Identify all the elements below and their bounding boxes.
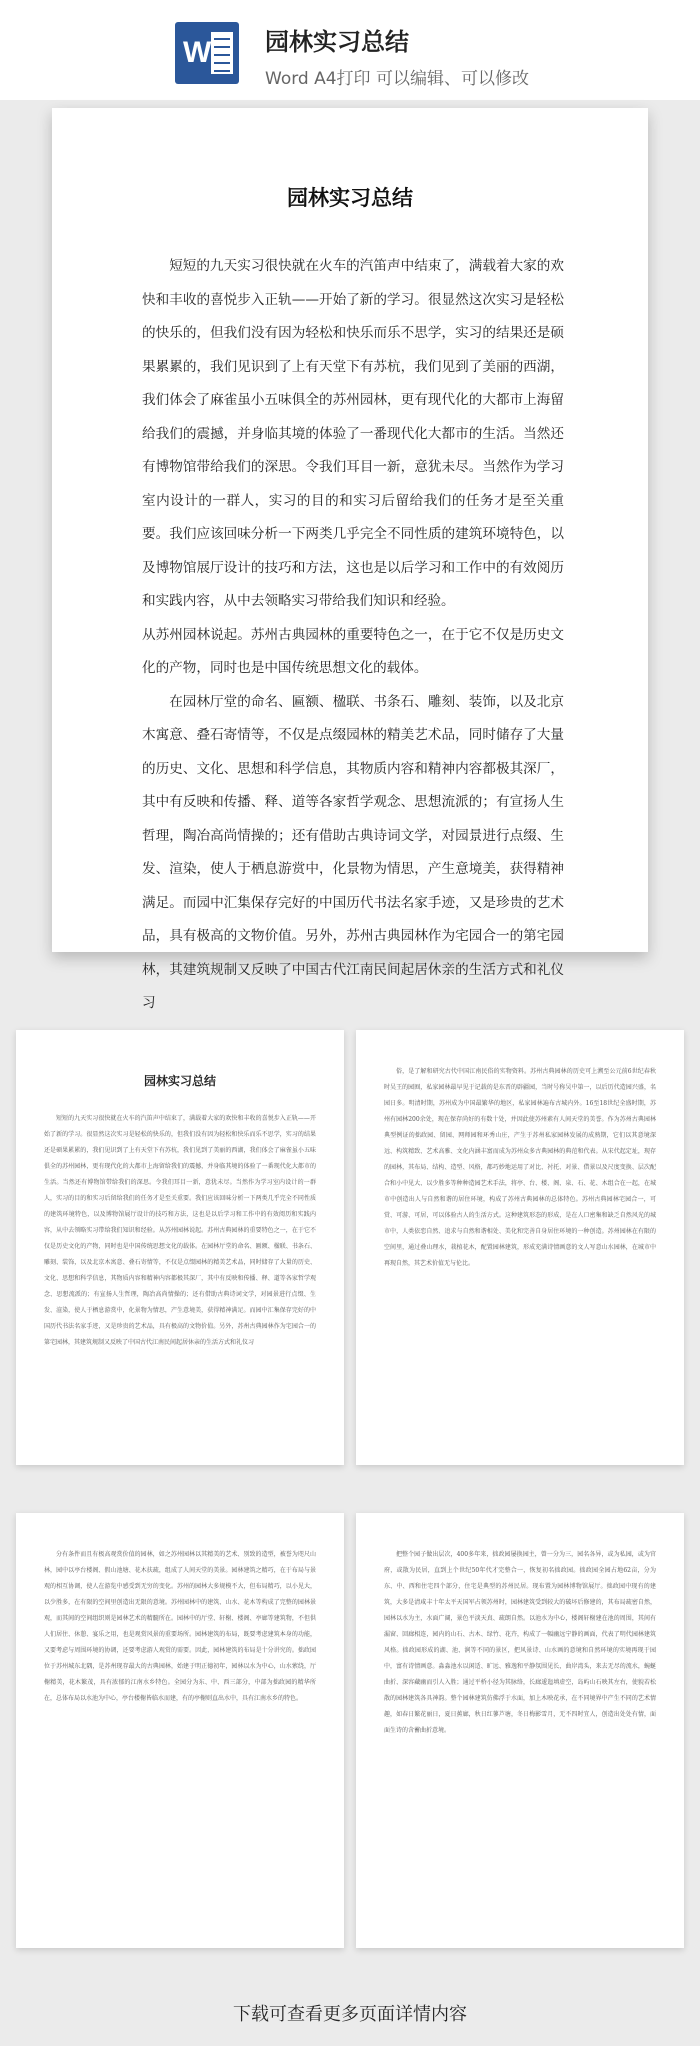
page-thumbnail-1[interactable] (16, 1030, 344, 1465)
word-icon: W (175, 22, 239, 84)
thumbnail-title: 园林实习总结 (143, 1074, 216, 1088)
header-bar (0, 0, 700, 100)
thumbnail-text: 短短的九天实习很快就在火车的汽笛声中结束了，满载着大家的欢快和丰收的喜悦步入正轨——开始了新的学习。很显然这次实习是轻松的快乐的，但我们没有因为轻松和快乐而乐不思学，实习的结果还是硕果累累的，我们见识到了上有天堂下有苏杭，我们见到了美丽的西湖，我们体会了麻雀虽小五味俱全的苏州园林，更有现代化的大都市上海留给我们的震撼，并身临其境的体验了一番现代化大都市的生活。当然还有博物馆带给我们的深思。令我们耳目一新，意犹未尽。当然作为学习室内设计的一群人，实习的目的和实习后留给我们的任务才是至关重要。我们应该回味分析一下两类几乎完全不同性质的建筑环境特色，以及博物馆展厅设计的技巧和方法，这也是以后学习和工作中的有效阅历和实践内容，从中去领略实习带给我们知识和经验。从苏州园林说起。苏州古典园林的重要特色之一，在于它不仅是历史文化的产物，同时也是中国传统思想文化的载体。在园林厅堂的命名、匾额、楹联、书条石、雕刻、装饰，以及北京木寓意、叠石寄情等，不仅是点缀园林的精美艺术品，同时储存了大量的历史、文化、思想和科学信息，其物质内容和精神内容都极其深厂，其中有反映和传播、释、道等各家哲学观念、思想流派的；有宣扬人生哲理，陶冶高尚情操的；还有借助古典诗词文学，对园景进行点缀、生发、渲染，使人于栖息游赏中，化景物为情思，产生意境美，获得精神满足。而园中汇集保存完好的中国历代书法名家手迹，又是珍贵的艺术品，具有极高的文物价值。另外，苏州古典园林作为宅园合一的第宅园林，其建筑规制又反映了中国古代江南民间起居休亲的生活方式和礼仪习 (44, 1115, 316, 1346)
page-thumbnail-2[interactable] (356, 1030, 684, 1465)
paragraph: 在园林厅堂的命名、匾额、楹联、书条石、雕刻、装饰，以及北京木寓意、叠石寄情等，不仅是点缀园林的精美艺术品，同时储存了大量的历史、文化、思想和科学信息，其物质内容和精神内容都极其深厂，其中有反映和传播、释、道等各家哲学观念、思想流派的；有宣扬人生哲理，陶冶高尚情操的；还有借助古典诗词文学，对园景进行点缀、生发、渲染，使人于栖息游赏中，化景物为情思，产生意境美，获得精神满足。而园中汇集保存完好的中国历代书法名家手迹，又是珍贵的艺术品，具有极高的文物价值。另外，苏州古典园林作为宅园合一的第宅园林，其建筑规制又反映了中国古代江南民间起居休亲的生活方式和礼仪习 (142, 693, 564, 1011)
download-hint[interactable]: 下载可查看更多页面详情内容 (233, 2004, 467, 2025)
page-thumbnail-4[interactable] (356, 1513, 684, 1948)
page-thumbnail-3[interactable] (16, 1513, 344, 1948)
paragraph: 从苏州园林说起。苏州古典园林的重要特色之一，在于它不仅是历史文化的产物，同时也是中国传统思想文化的载体。 (142, 626, 564, 676)
thumbnail-text: 分有条件而且有极高观赏价值的园林，如之苏州园林以其精美的艺术、别致的造型，被誉为咫尺山林，园中以亭台楼阁、假山池塘、花木扶疏，组成了人间天堂的美景。园林建筑之精巧，在于布局与景观的相互协调，使人在游览中感受到无穷的变化。苏州的园林大多规模不大，但布局精巧，以小见大，以少胜多，在有限的空间里创造出无限的意境。苏州园林中的建筑、山水、花木等构成了完整的园林景观，而其间的空间组织则是园林艺术的精髓所在。园林中的厅堂、轩榭、楼阁、亭廊等建筑物，不但供人们居住、休憩、宴乐之用，也是观赏风景的重要场所。园林建筑的布局，既要考虑建筑本身的功能，又要考虑与周围环境的协调，还要考虑游人观赏的需要。因此，园林建筑的布局是十分讲究的。拙政园位于苏州城东北隅，是苏州现存最大的古典园林，始建于明正德初年，园林以水为中心，山水萦绕，厅榭精美，花木繁茂，具有浓郁的江南水乡特色。全园分为东、中、西三部分，中部为拙政园的精华所在，总体布局以水池为中心，亭台楼榭皆临水而建，有的亭榭则直出水中，具有江南水乡的特色。 (44, 1551, 316, 1702)
paragraph: 短短的九天实习很快就在火车的汽笛声中结束了，满载着大家的欢快和丰收的喜悦步入正轨——开始了新的学习。很显然这次实习是轻松的快乐的，但我们没有因为轻松和快乐而乐不思学，实习的结果还是硕果累累的，我们见识到了上有天堂下有苏杭，我们见到了美丽的西湖，我们体会了麻雀虽小五味俱全的苏州园林，更有现代化的大都市上海留给我们的震撼，并身临其境的体验了一番现代化大都市的生活。当然还有博物馆带给我们的深思。令我们耳目一新，意犹未尽。当然作为学习室内设计的一群人，实习的目的和实习后留给我们的任务才是至关重要。我们应该回味分析一下两类几乎完全不同性质的建筑环境特色，以及博物馆展厅设计的技巧和方法，这也是以后学习和工作中的有效阅历和实践内容，从中去领略实习带给我们知识和经验。 (142, 258, 564, 609)
header-subtitle: Word A4打印 可以编辑、可以修改 (265, 69, 529, 89)
header-title: 园林实习总结 (265, 28, 409, 56)
thumbnail-text: 把整个园子做出层次，400多年来，拙政园屡换园主，曾一分为三，园名各异，或为私园，或为官府，或散为民居，直到上个世纪50年代才完整合一，恢复初名拙政园。拙政园全园占地62亩，分为东、中、西和住宅四个部分，住宅是典型的苏州民居。现布置为园林博物馆展厅。拙政园中现有的建筑，大多是清咸丰十年太平天国军占领苏州时，园林建筑受到较大的破坏后修建的，其布局疏密自然，园林以水为主，水面广阔，景色平淡天真、疏朗自然。以池水为中心，楼阁轩榭建在池的周围，其间有漏窗、回廊相连，园内的山石、古木、绿竹、花卉，构成了一幅幽远宁静的画面，代表了明代园林建筑风格。拙政园形成的湖、池、涧等不同的景区，把风景诗、山水画的意境和自然环境的实境再现于园中，富有诗情画意。淼淼池水以闲适、旷远、雅逸和平静氛围见长，曲岸湾头，来去无尽的流水，蜿蜒曲折、深容藏幽而引人入胜；通过平桥小径为其脉络，长廊逶迤填虚空，岛屿山石映其左右，使貌若松散的园林建筑各具神韵。整个园林建筑仿佛浮于水面，加上木映花承，在不同境界中产生不同的艺术情趣，如春日繁花丽日，夏日蕉廊，秋日红蓼芦塘，冬日梅影雪月，无不四时宜人，创造出处处有情，面面生诗的含蓄曲折意境。 (384, 1551, 656, 1734)
thumbnail-text: 俗，是了解和研究古代中国江南民俗的实物资料。苏州古典园林的历史可上溯至公元前6世纪春秋时吴王的园囿，私家园林最早见于记载的是东晋的辟疆园，当时号称吴中第一，以后历代造园兴盛，名园日多。明清时期，苏州成为中国最繁华的地区，私家园林遍布古城内外。16至18世纪全盛时期，苏州有园林200余处，现在保存尚好的有数十处，并因此使苏州素有人间天堂的美誉。作为苏州古典园林典型例证的拙政园、留园、网师园和环秀山庄，产生于苏州私家园林发展的成熟期，它们以其意境深远、构筑精致、艺术高雅、文化内涵丰富而成为苏州众多古典园林的典范和代表。从宋代起定址，现存的园林，其布局、结构、造型、风格，都巧妙地运用了对比、衬托、对景、借景以及尺度变换、层次配合和小中见大、以少胜多等种种造园艺术手法，将亭、台、楼、阁、泉、石、花、木组合在一起，在城市中创造出人与自然和谐的居住环境，构成了苏州古典园林的总体特色。苏州古典园林宅园合一，可赏、可游、可居，可以体验古人的生活方式。这种建筑形态的形成，是在人口密集和缺乏自然风光的城市中，人类依恋自然、追求与自然和谐相处、美化和完善自身居住环境的一种创造。苏州园林在有限的空间里，通过叠山理水，栽植花木，配置园林建筑，形成充满诗情画意的文人写意山水园林，在城市中再现自然，其艺术价值无与伦比。 (384, 1068, 656, 1267)
document-body (142, 250, 564, 1021)
document-title: 园林实习总结 (287, 185, 413, 210)
document-page-preview (52, 108, 648, 1011)
